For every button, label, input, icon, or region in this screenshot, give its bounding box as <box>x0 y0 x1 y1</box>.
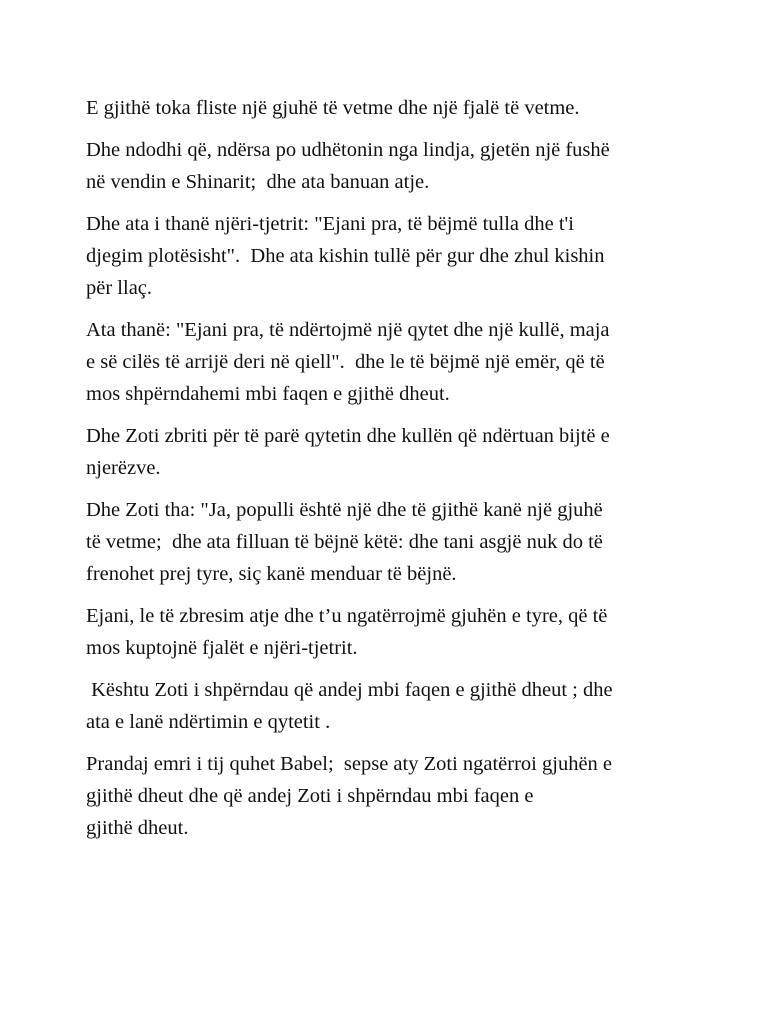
text-line: mos shpërndahemi mbi faqen e gjithë dheut. <box>86 383 450 405</box>
text-line: për llaç. <box>86 277 153 299</box>
text-line: mos kuptojnë fjalët e njëri-tjetrit. <box>86 637 358 659</box>
text-line: Dhe ndodhi që, ndërsa po udhëtonin nga lindja, gjetën një fushë <box>86 139 610 161</box>
text-line: E gjithë toka fliste një gjuhë të vetme dhe një fjalë të vetme. <box>86 97 580 119</box>
text-line: Kështu Zoti i shpërndau që andej mbi faqen e gjithë dheut ; dhe <box>86 679 613 701</box>
text-line: ata e lanë ndërtimin e qytetit . <box>86 711 331 733</box>
paragraph <box>86 494 686 590</box>
text-line: njerëzve. <box>86 457 161 479</box>
paragraph <box>86 748 686 844</box>
paragraph <box>86 92 686 124</box>
text-line: e së cilës të arrijë deri në qiell". dhe le të bëjmë një emër, që të <box>86 351 605 373</box>
text-line: gjithë dheut. <box>86 817 189 839</box>
document-body <box>86 92 686 854</box>
text-line: të vetme; dhe ata filluan të bëjnë këtë: dhe tani asgjë nuk do të <box>86 531 603 553</box>
text-line: Ata thanë: "Ejani pra, të ndërtojmë një qytet dhe një kullë, maja <box>86 319 610 341</box>
text-line: frenohet prej tyre, siç kanë menduar të bëjnë. <box>86 563 457 585</box>
text-line: Dhe ata i thanë njëri-tjetrit: "Ejani pra, të bëjmë tulla dhe t'i <box>86 213 574 235</box>
paragraph <box>86 208 686 304</box>
text-line: Dhe Zoti tha: "Ja, populli është një dhe të gjithë kanë një gjuhë <box>86 499 603 521</box>
paragraph <box>86 134 686 198</box>
text-line: djegim plotësisht". Dhe ata kishin tullë për gur dhe zhul kishin <box>86 245 605 267</box>
text-line: gjithë dheut dhe që andej Zoti i shpërndau mbi faqen e <box>86 785 534 807</box>
text-line: Prandaj emri i tij quhet Babel; sepse aty Zoti ngatërroi gjuhën e <box>86 753 613 775</box>
text-line: Ejani, le të zbresim atje dhe t’u ngatërrojmë gjuhën e tyre, që të <box>86 605 608 627</box>
text-line: Dhe Zoti zbriti për të parë qytetin dhe kullën që ndërtuan bijtë e <box>86 425 610 447</box>
paragraph <box>86 314 686 410</box>
paragraph <box>86 600 686 664</box>
paragraph <box>86 674 686 738</box>
text-line: në vendin e Shinarit; dhe ata banuan atje. <box>86 171 430 193</box>
paragraph <box>86 420 686 484</box>
